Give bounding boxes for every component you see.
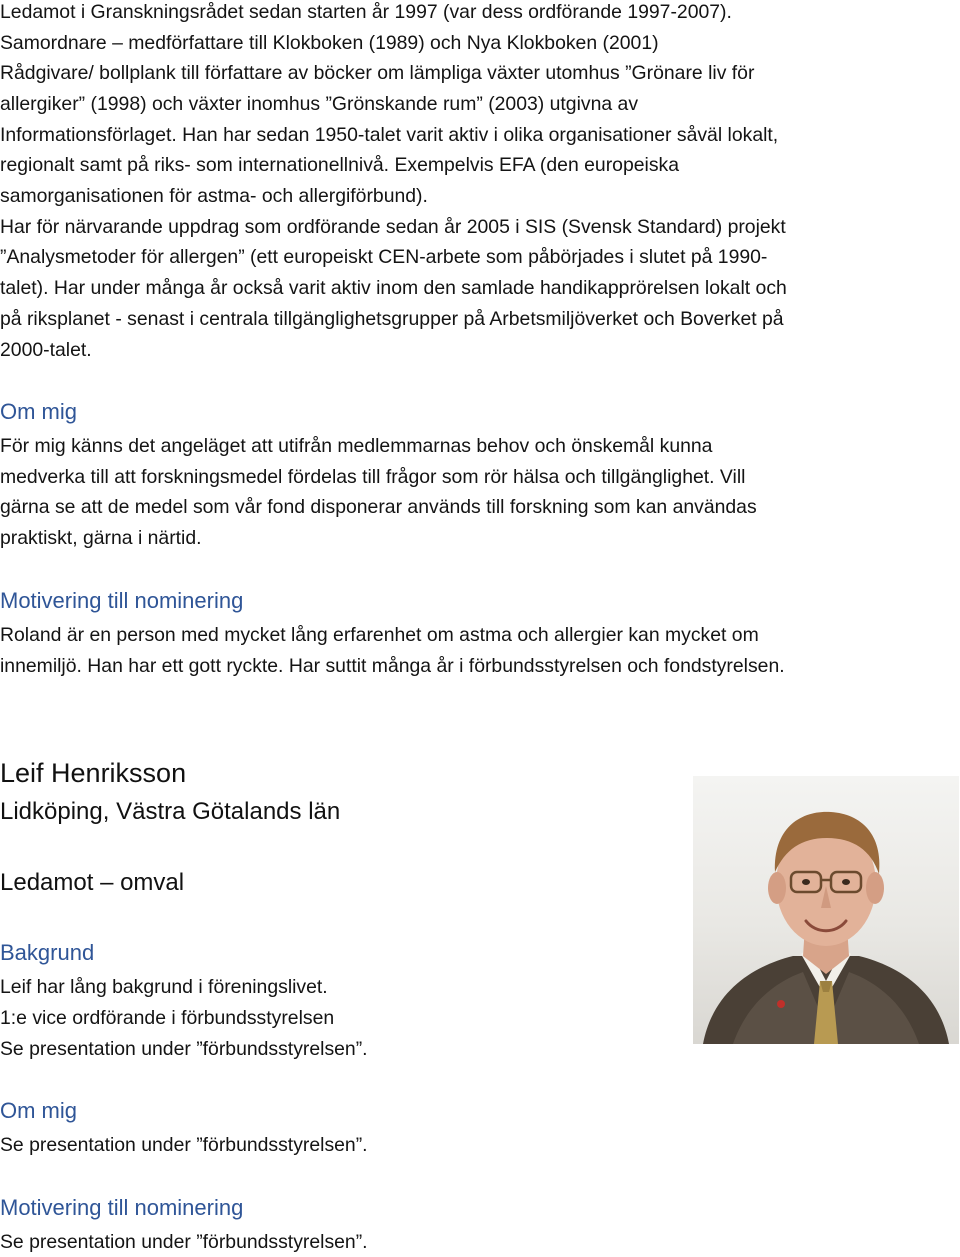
background-line-11: på riksplanet - senast i centrala tillgänglighetsgrupper på Arbetsmiljöverket och Boverket på: [0, 308, 784, 330]
motivering-line-2: innemiljö. Han har ett gott ryckte. Har suttit många år i förbundsstyrelsen och fondstyrelsen.: [0, 655, 785, 677]
candidate-name: Leif Henriksson: [0, 758, 187, 788]
background-line-2: Samordnare – medförfattare till Klokboken (1989) och Nya Klokboken (2001): [0, 32, 659, 54]
background-line-10: talet). Har under många år också varit aktiv inom den samlade handikapprörelsen lokalt och: [0, 277, 787, 299]
background-line-8: Har för närvarande uppdrag som ordförande sedan år 2005 i SIS (Svensk Standard) projekt: [0, 216, 786, 238]
portrait-photo: [693, 776, 959, 1044]
background-line-12: 2000-talet.: [0, 339, 92, 361]
background-line-3: Rådgivare/ bollplank till författare av böcker om lämpliga växter utomhus ”Grönare liv för: [0, 62, 755, 84]
om-mig-line-2: medverka till att forskningsmedel fördelas till frågor som rör hälsa och tillgänglighet. Vill: [0, 466, 746, 488]
om-mig-line-4: praktiskt, gärna i närtid.: [0, 527, 202, 549]
candidate-om-mig-heading: Om mig: [0, 1098, 77, 1123]
background-line-7: samorganisationen för astma- och allergiförbund).: [0, 185, 428, 207]
background-line-5: Informationsförlaget. Han har sedan 1950-talet varit aktiv i olika organisationer såväl lokalt,: [0, 124, 779, 146]
background-line-6: regionalt samt på riks- som internationellnivå. Exempelvis EFA (den europeiska: [0, 154, 679, 176]
candidate-om-mig-text: Se presentation under ”förbundsstyrelsen”.: [0, 1134, 368, 1156]
background-line-9: ”Analysmetoder för allergen” (ett europeiskt CEN-arbete som påbörjades i slutet på 1990-: [0, 246, 768, 268]
candidate-role: Ledamot – omval: [0, 869, 185, 896]
background-line-1: Ledamot i Granskningsrådet sedan starten år 1997 (var dess ordförande 1997-2007).: [0, 1, 732, 23]
om-mig-line-3: gärna se att de medel som vår fond disponerar används till forskning som kan användas: [0, 496, 757, 518]
background-line-4: allergiker” (1998) och växter inomhus ”Grönskande rum” (2003) utgivna av: [0, 93, 639, 115]
bakgrund-line-3: Se presentation under ”förbundsstyrelsen”.: [0, 1038, 368, 1060]
motivering-heading: Motivering till nominering: [0, 588, 244, 613]
om-mig-heading: Om mig: [0, 399, 77, 424]
candidate-motivering-text: Se presentation under ”förbundsstyrelsen”.: [0, 1231, 368, 1253]
bakgrund-line-1: Leif har lång bakgrund i föreningslivet.: [0, 976, 328, 998]
candidate-motivering-heading: Motivering till nominering: [0, 1195, 244, 1220]
motivering-line-1: Roland är en person med mycket lång erfarenhet om astma och allergier kan mycket om: [0, 624, 759, 646]
portrait-illustration: [693, 776, 959, 1044]
bakgrund-line-2: 1:e vice ordförande i förbundsstyrelsen: [0, 1007, 335, 1029]
om-mig-line-1: För mig känns det angeläget att utifrån medlemmarnas behov och önskemål kunna: [0, 435, 713, 457]
candidate-location: Lidköping, Västra Götalands län: [0, 798, 341, 825]
bakgrund-heading: Bakgrund: [0, 940, 95, 965]
